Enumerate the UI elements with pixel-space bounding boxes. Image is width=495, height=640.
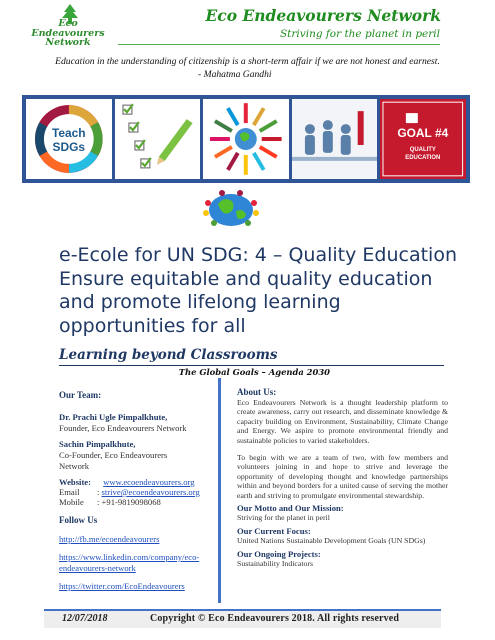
linkedin-link[interactable]: https://www.linkedin.com/company/eco- <box>59 552 200 562</box>
mobile-colon: : <box>97 497 102 507</box>
goal-subtitle-2: EDUCATION <box>405 154 441 161</box>
checklist-panel <box>115 99 201 179</box>
goal-subtitle-1: QUALITY <box>410 146 437 153</box>
main-title <box>59 244 459 338</box>
sdg-image-banner <box>22 95 470 183</box>
org-tagline: Striving for the planet in peril <box>279 28 440 40</box>
goal4-badge-icon <box>380 99 466 179</box>
goal4-panel <box>380 99 466 179</box>
title-line-1: e-Ecole for UN SDG: 4 – Quality Education <box>59 244 457 266</box>
footer-divider <box>44 609 441 611</box>
students-panel <box>292 99 378 179</box>
focus-heading: Our Current Focus: <box>237 526 311 537</box>
about-heading: About Us: <box>237 387 277 397</box>
member2-role-1: Co-Founder, Eco Endeavourers <box>59 450 168 460</box>
twitter-link[interactable]: https://twitter.com/EcoEndeavourers <box>59 581 185 591</box>
logo-text <box>28 19 108 48</box>
website-label: Website: <box>59 477 91 487</box>
team-sidebar <box>45 378 221 603</box>
mobile-row <box>59 497 161 508</box>
mobile-number: +91-9819098068 <box>101 497 161 507</box>
teach-label: Teach <box>51 126 86 141</box>
footer-copyright: Copyright © Eco Endeavourers 2018. All rights reserved <box>150 613 400 624</box>
footer-date: 12/07/2018 <box>62 613 108 624</box>
logo-line-2: Endeavourers <box>31 27 105 39</box>
focus-text: United Nations Sustainable Development Goals (UN SDGs) <box>237 536 426 546</box>
projects-heading: Our Ongoing Projects: <box>237 549 321 560</box>
email-colon: : <box>97 487 102 497</box>
children-globe <box>200 189 262 231</box>
global-goals-label: The Global Goals – Agenda 2030 <box>178 367 330 377</box>
quote-text: Education in the understanding of citizenship is a short-term affair if we are not honest and earnest. <box>55 56 440 67</box>
title-line-2: Ensure equitable and quality education <box>59 267 433 290</box>
member2-name: Sachin Pimpalkhute, <box>59 439 136 449</box>
mobile-label: Mobile <box>59 497 84 507</box>
motto-text: Striving for the planet in peril <box>237 513 330 523</box>
title-line-3: and promote lifelong learning <box>59 291 341 313</box>
logo-line-1: Eco <box>58 18 78 29</box>
goal-title: GOAL #4 <box>397 126 449 141</box>
students-icon <box>292 99 378 179</box>
tagline-divider <box>59 365 444 366</box>
color-pencils-globe-icon <box>203 99 289 179</box>
email-link[interactable]: strive@ecoendeavourers.org <box>101 487 200 497</box>
tagline: Learning beyond Classrooms <box>59 347 278 363</box>
teach-sdgs-panel <box>26 99 112 179</box>
org-name: Eco Endeavourers Network <box>205 6 441 25</box>
header-divider <box>118 44 440 45</box>
globe-icon <box>200 189 262 231</box>
follow-heading: Follow Us <box>59 515 98 525</box>
checklist-icon <box>115 99 201 179</box>
about-paragraph-1: Eco Endeavourers Network is a thought leadership platform to create awareness, carry out research, and disseminate knowledge & capacity building on Environment, Sustainability, Climate Change and Energy. We aspire to promote environmental friendly and sustainable policies to varied stakeholders. <box>237 398 448 445</box>
facebook-link[interactable]: http://fb.me/ecoendeavourers <box>59 534 160 544</box>
logo <box>28 4 108 52</box>
member2-role-2: Network <box>59 461 90 471</box>
motto-heading: Our Motto and Our Mission: <box>237 503 344 514</box>
about-paragraph-2: To begin with we are a team of two, with few members and volunteers joining in and hope to strive and leverage the opportunity of developing thought and knowledge partnerships within and beyond borders for a united cause of serving the mother earth and striving to promulgate environmental stewardship. <box>237 453 448 500</box>
member1-role: Founder, Eco Endeavourers Network <box>59 423 187 433</box>
email-label: Email <box>59 487 80 497</box>
linkedin-link-cont[interactable]: endeavourers-network <box>59 563 136 573</box>
team-heading: Our Team: <box>59 390 102 400</box>
logo-line-3: Network <box>45 37 91 48</box>
website-link[interactable]: www.ecoendeavourers.org <box>103 477 195 487</box>
color-pencils-panel <box>203 99 289 179</box>
about-section <box>237 387 448 569</box>
paragraph-gap <box>237 445 448 453</box>
sdgs-label: SDGs <box>52 139 86 154</box>
quote-attribution: - Mahatma Gandhi <box>198 69 272 80</box>
projects-text: Sustainability Indicators <box>237 559 314 569</box>
teach-sdgs-wheel-icon <box>26 99 112 179</box>
title-line-4: opportunities for all <box>59 314 246 337</box>
member1-name: Dr. Prachi Ugle Pimpalkhute, <box>59 412 168 422</box>
